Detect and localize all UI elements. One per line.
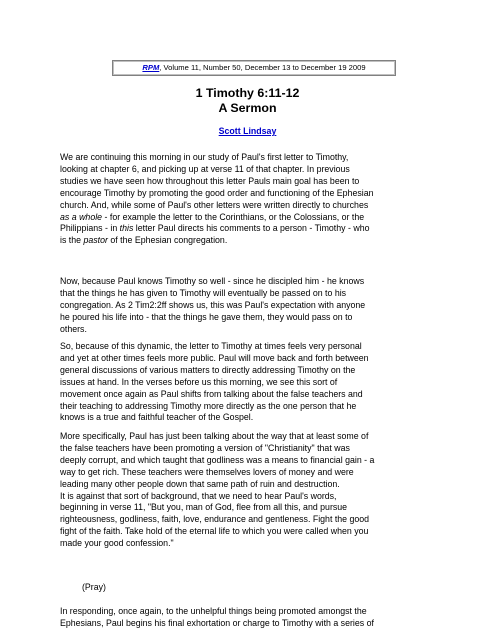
text-line: he poured his life into - that the things he gave them, they would pass on to	[60, 311, 353, 322]
text-line: Ephesians, Paul begins his final exhortation or charge to Timothy with a series of	[60, 617, 374, 628]
paragraph-2	[60, 276, 365, 336]
text-line: It is against that sort of background, that we need to hear Paul's words,	[60, 490, 337, 501]
author-link[interactable]: Scott Lindsay	[218, 126, 277, 136]
text-line: In responding, once again, to the unhelpful things being promoted amongst the	[60, 606, 367, 616]
text-line: More specifically, Paul has just been talking about the way that at least some of	[60, 431, 369, 441]
text-line: looking at chapter 6, and picking up at verse 11 of that chapter. In previous	[60, 163, 350, 174]
text-line: congregation. As 2 Tim2:2ff shows us, this was Paul's expectation with anyone	[60, 299, 366, 310]
text-line: issues at hand. In the verses before us this morning, we see this sort of	[60, 376, 338, 387]
text-line: encourage Timothy by promoting the good order and functioning of the Ephesian	[60, 187, 374, 198]
text-line: church. And, while some of Paul's other letters were written directly to churches	[60, 199, 369, 210]
sermon-subtitle: A Sermon	[218, 101, 277, 115]
author-byline	[0, 125, 495, 137]
text-line: others.	[60, 323, 87, 334]
text-line: as a whole - for example the letter to the Corinthians, or the Colossians, or the	[60, 211, 365, 222]
issue-info: , Volume 11, Number 50, December 13 to December 19 2009	[159, 63, 366, 72]
text-line: righteousness, godliness, faith, love, endurance and gentleness. Fight the good	[60, 514, 370, 525]
text-line: their teaching to addressing Timothy more directly as the one person that he	[60, 400, 357, 411]
text-line: We are continuing this morning in our study of Paul's first letter to Timothy,	[60, 152, 349, 162]
text-line: studies we have seen how throughout this letter Pauls main goal has been to	[60, 175, 360, 186]
text-line: and yet at other times feels more public. Paul will move back and forth between	[60, 352, 369, 363]
journal-link[interactable]: RPM	[142, 63, 160, 72]
text-line: Philippians - in this letter Paul directs his comments to a person - Timothy - who	[60, 223, 370, 234]
prayer-note: (Pray)	[82, 582, 106, 592]
text-line: movement once again as Paul shifts from talking about the false teachers and	[60, 388, 363, 399]
text-line: leading many other people down that same path of ruin and destruction.	[60, 478, 340, 489]
text-line: knows is a true and faithful teacher of the Gospel.	[60, 412, 254, 423]
text-line: Now, because Paul knows Timothy so well - since he discipled him - he knows	[60, 276, 365, 286]
text-line: So, because of this dynamic, the letter to Timothy at times feels very personal	[60, 341, 362, 351]
paragraph-6	[60, 606, 374, 630]
paragraph-1	[60, 152, 373, 247]
paragraph-4	[60, 431, 374, 550]
emphasis: pastor	[83, 235, 108, 246]
emphasis: as a whole	[60, 211, 103, 222]
text-line: beginning in verse 11, "But you, man of God, flee from all this, and pursue	[60, 502, 348, 513]
text-line: fight of the faith. Take hold of the eternal life to which you were called when you	[60, 526, 369, 537]
emphasis: this	[119, 223, 134, 234]
text-line: is the pastor of the Ephesian congregation.	[60, 235, 228, 246]
text-line: general discussions of various matters to directly addressing Timothy on the	[60, 364, 356, 375]
sermon-title: 1 Timothy 6:11-12	[195, 86, 300, 100]
text-line: deeply corrupt, and which taught that godliness was a means to financial gain - a	[60, 454, 375, 465]
text-line: made your good confession."	[60, 538, 174, 549]
issue-header	[112, 60, 396, 76]
text-line: that the things he has given to Timothy will eventually be passed on to his	[60, 287, 347, 298]
text-line: the false teachers have been promoting a version of "Christianity" that was	[60, 442, 350, 453]
text-line: way to get rich. These teachers were themselves lovers of money and were	[60, 466, 354, 477]
paragraph-3	[60, 341, 369, 424]
